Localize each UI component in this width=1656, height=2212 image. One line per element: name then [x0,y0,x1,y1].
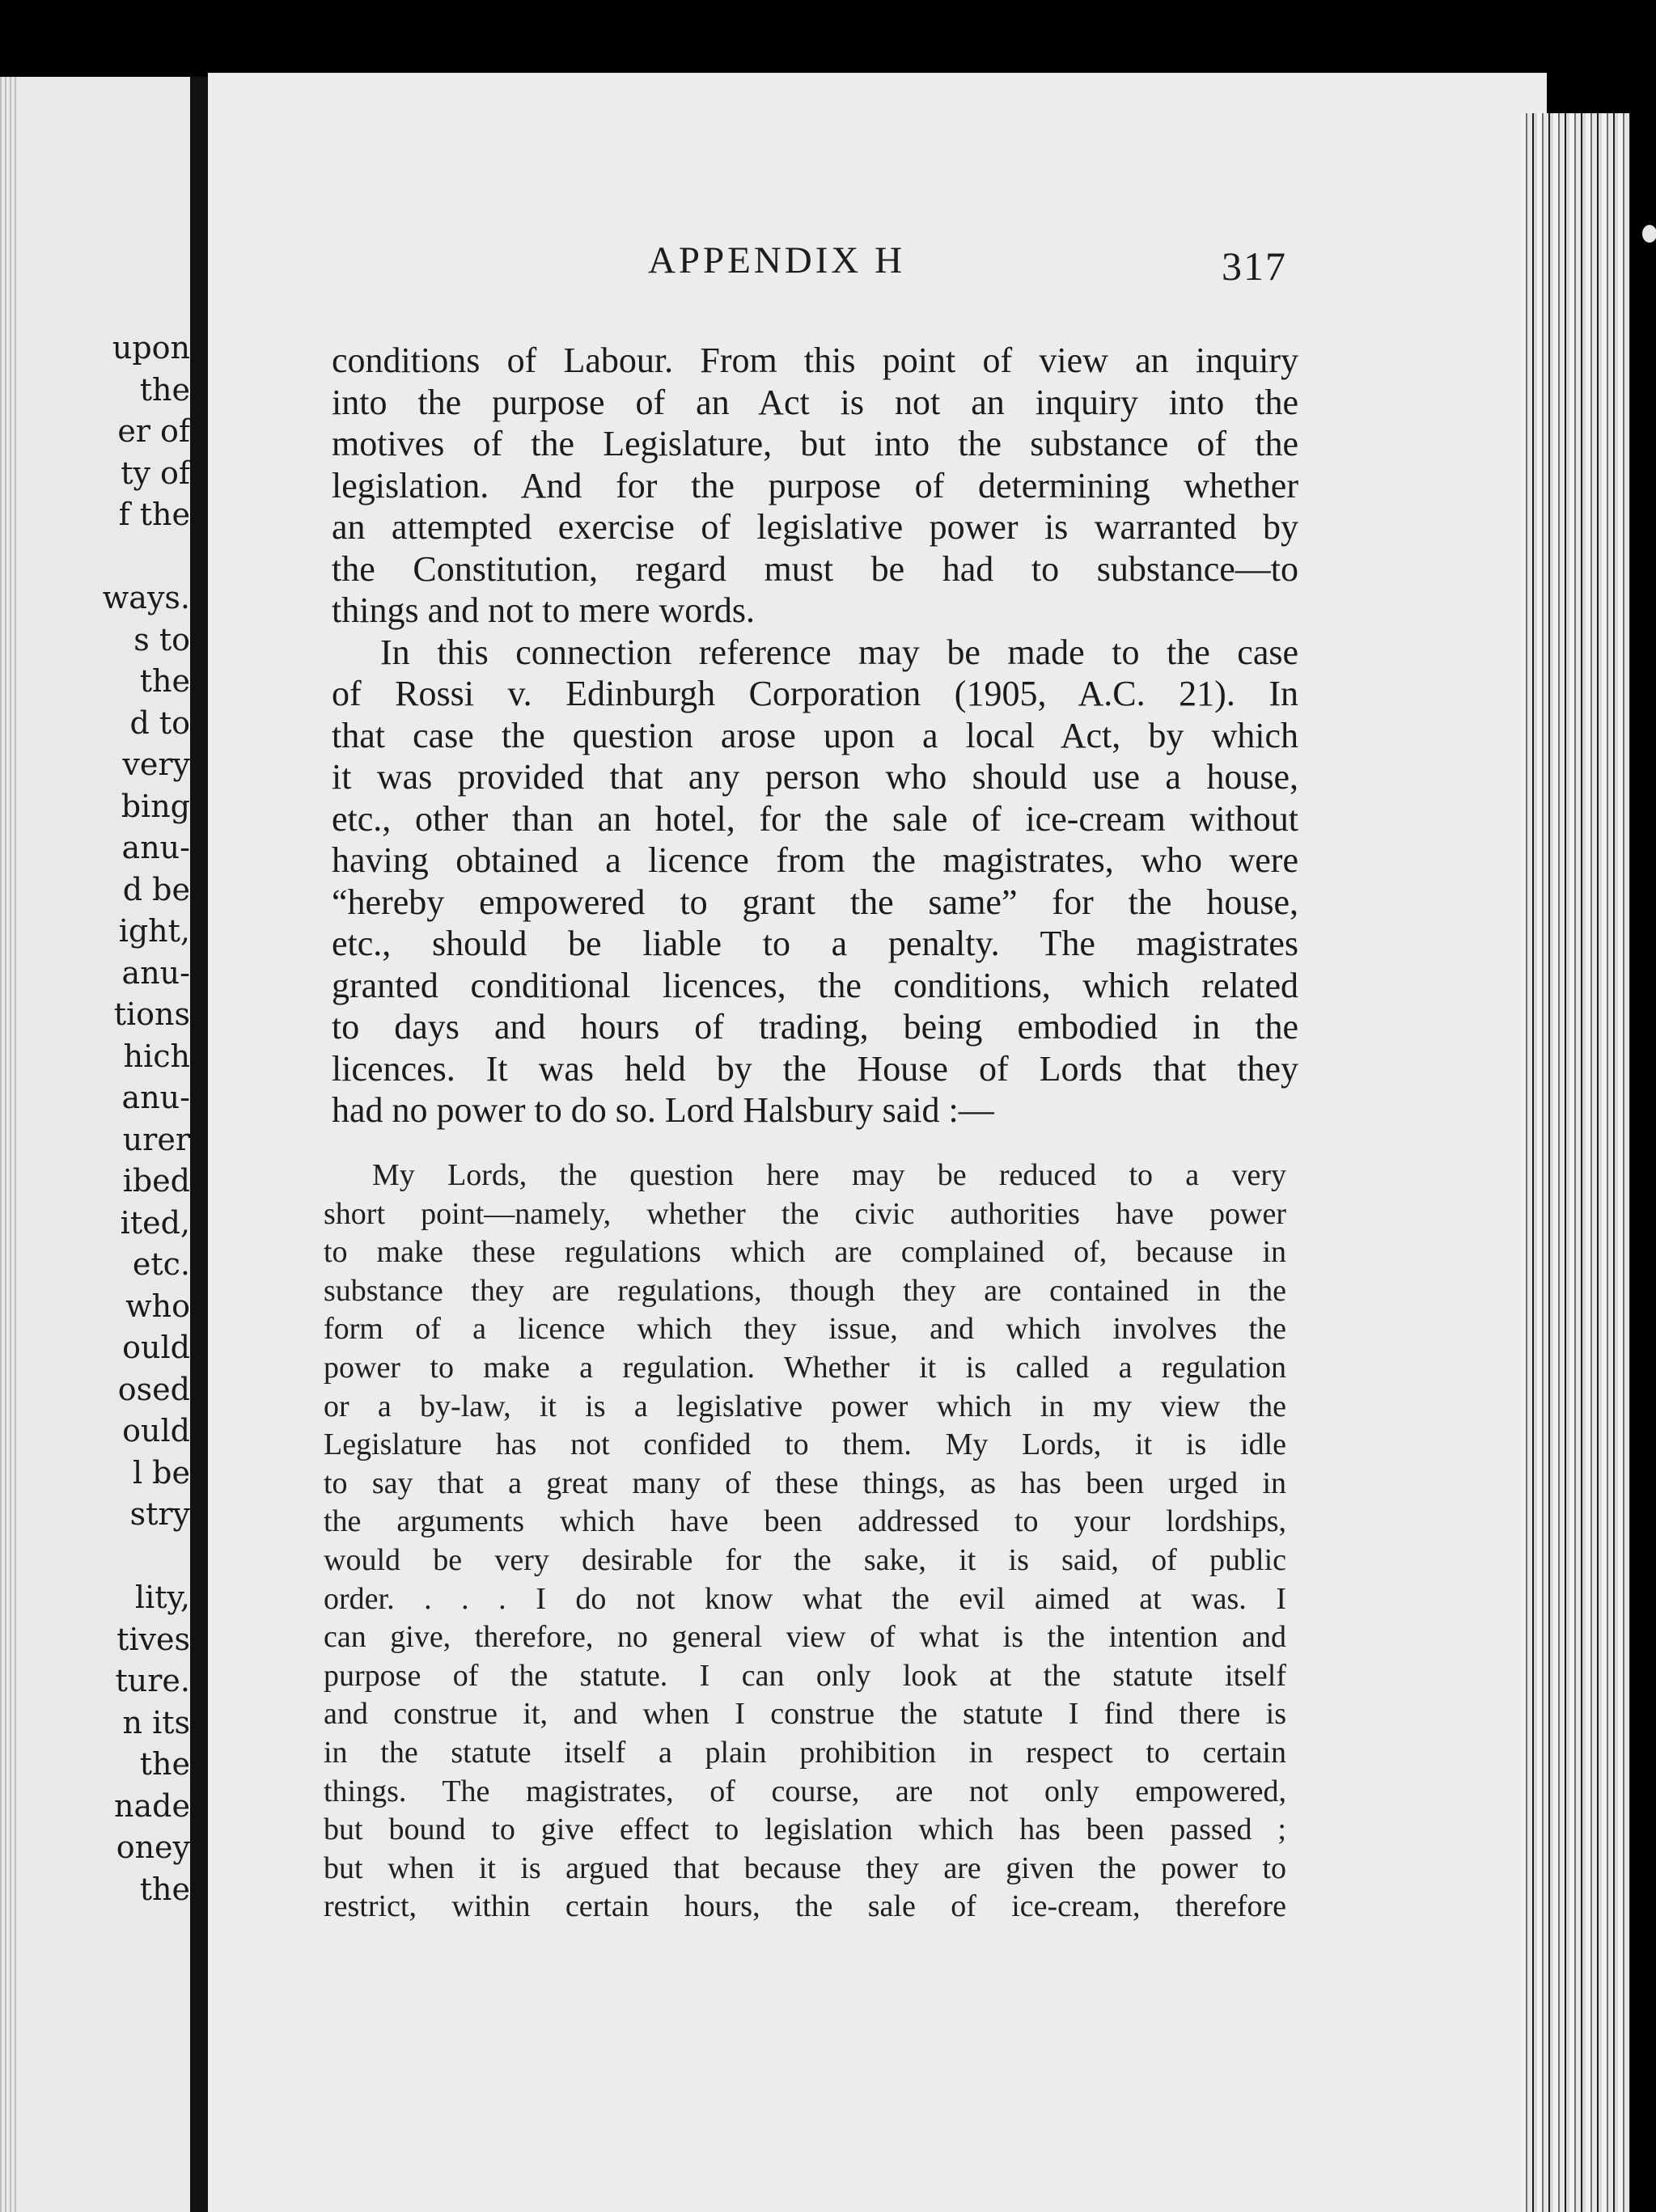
left-page-line: stry [129,1496,190,1532]
body-line: it was provided that any person who should use a house, [332,757,1298,797]
body-line: granted conditional licences, the conditions, which related [332,965,1298,1005]
quote-line: form of a licence which they issue, and which involves the [324,1312,1286,1347]
quote-line: the arguments which have been addressed to your lordships, [324,1504,1286,1539]
quote-line: but bound to give effect to legislation which has been passed ; [324,1812,1286,1847]
running-head: APPENDIX H [647,239,906,281]
left-page-line: the [139,371,190,408]
left-page-line: l be [132,1454,190,1491]
body-line: of Rossi v. Edinburgh Corporation (1905, A.C. 21). In [332,674,1298,713]
body-line: things and not to mere words. [332,590,756,630]
body-line: “hereby empowered to grant the same” for the house, [332,882,1298,922]
left-page-line: lity, [134,1580,190,1615]
left-page-line: tives [116,1621,190,1657]
quote-line: and construe it, and when I construe the statute I find there is [324,1697,1286,1732]
left-page-line: ibed [122,1163,190,1199]
block-quote [324,1157,1286,1927]
quote-line: to make these regulations which are complained of, because in [324,1235,1286,1270]
left-page-line: upon [112,330,190,366]
quote-line: Legislature has not confided to them. My Lords, it is idle [324,1427,1286,1462]
book-gutter [190,77,208,2212]
quote-line: in the statute itself a plain prohibition in respect to certain [324,1735,1286,1770]
body-line: motives of the Legislature, but into the substance of the [332,424,1298,463]
left-page-line: the [139,1746,190,1782]
left-page-line: bing [121,788,190,824]
left-page-line: s to [133,621,190,658]
left-page-line: very [122,746,190,782]
left-page-line: anu- [121,830,190,865]
quote-line: to say that a great many of these things, as has been urged in [324,1466,1286,1500]
left-page-line: anu- [121,954,190,991]
quote-line: purpose of the statute. I can only look at the statute itself [324,1658,1286,1693]
left-page-line: ited, [120,1204,190,1241]
left-page-line: ould [122,1413,190,1449]
body-line: had no power to do so. Lord Halsbury said :— [332,1090,994,1130]
body-line: to days and hours of trading, being embodied in the [332,1007,1298,1047]
left-page-line: d be [122,871,190,907]
page-edges [1521,113,1630,2212]
quote-line: order. . . . I do not know what the evil aimed at was. I [324,1581,1286,1616]
body-line: that case the question arose upon a local Act, by which [332,715,1298,755]
left-page-line: urer [122,1121,190,1157]
scan-background-edge [1630,113,1656,2212]
body-line: conditions of Labour. From this point of view an inquiry [332,340,1298,380]
left-page-line: nade [114,1787,190,1824]
left-page-line: oney [116,1829,190,1865]
body-line: etc., should be liable to a penalty. The magistrates [332,924,1298,963]
left-page-line: ty of [121,455,190,491]
quote-line: power to make a regulation. Whether it is called a regulation [324,1350,1286,1385]
left-page-line: osed [117,1371,190,1407]
quote-line: would be very desirable for the sake, it is said, of public [324,1542,1286,1577]
body-line: etc., other than an hotel, for the sale of ice-cream without [332,798,1298,839]
left-page-line [0,1536,190,1578]
left-page-line: the [139,1871,190,1907]
left-page-line: er of [117,413,190,449]
left-page-line: tions [113,996,190,1032]
quote-line: can give, therefore, no general view of what is the intention and [324,1620,1286,1655]
left-page-text [0,328,190,1910]
quote-line: but when it is argued that because they are given the power to [324,1850,1286,1885]
body-line: an attempted exercise of legislative power is warranted by [332,507,1298,547]
body-text [332,340,1298,1131]
quote-line: My Lords, the question here may be reduced to a very [372,1158,1286,1192]
quote-line: restrict, within certain hours, the sale of ice-cream, therefore [324,1889,1286,1924]
page-number: 317 [1222,243,1287,289]
body-line: having obtained a licence from the magistrates, who were [332,840,1298,880]
left-page-line: ight, [118,913,190,949]
quote-line: things. The magistrates, of course, are not only empowered, [324,1774,1286,1808]
body-line: legislation. And for the purpose of determining whether [332,465,1298,505]
left-page-line: the [139,663,190,699]
body-line: into the purpose of an Act is not an inquiry into the [332,382,1298,422]
left-page-line [0,536,190,578]
left-page-line: etc. [132,1246,190,1282]
left-page-line: d to [129,704,190,741]
left-page-line: f the [118,497,190,532]
left-page-line: n its [122,1704,190,1740]
left-page-line: anu- [121,1080,190,1115]
quote-line: substance they are regulations, though they are contained in the [324,1273,1286,1308]
left-page-line: ould [122,1330,190,1365]
left-page-line: hich [123,1038,190,1074]
body-line: the Constitution, regard must be had to substance—to [332,548,1298,589]
scan-spot [1642,225,1656,243]
left-page-line: who [125,1288,190,1324]
left-page-line: ways. [102,580,190,615]
left-facing-page [0,77,190,2212]
quote-line: short point—namely, whether the civic authorities have power [324,1196,1286,1231]
body-line: licences. It was held by the House of Lords that they [332,1048,1298,1089]
body-line: In this connection reference may be made to the case [380,632,1298,672]
quote-line: or a by-law, it is a legislative power which in my view the [324,1389,1286,1423]
left-page-line: ture. [115,1663,190,1698]
